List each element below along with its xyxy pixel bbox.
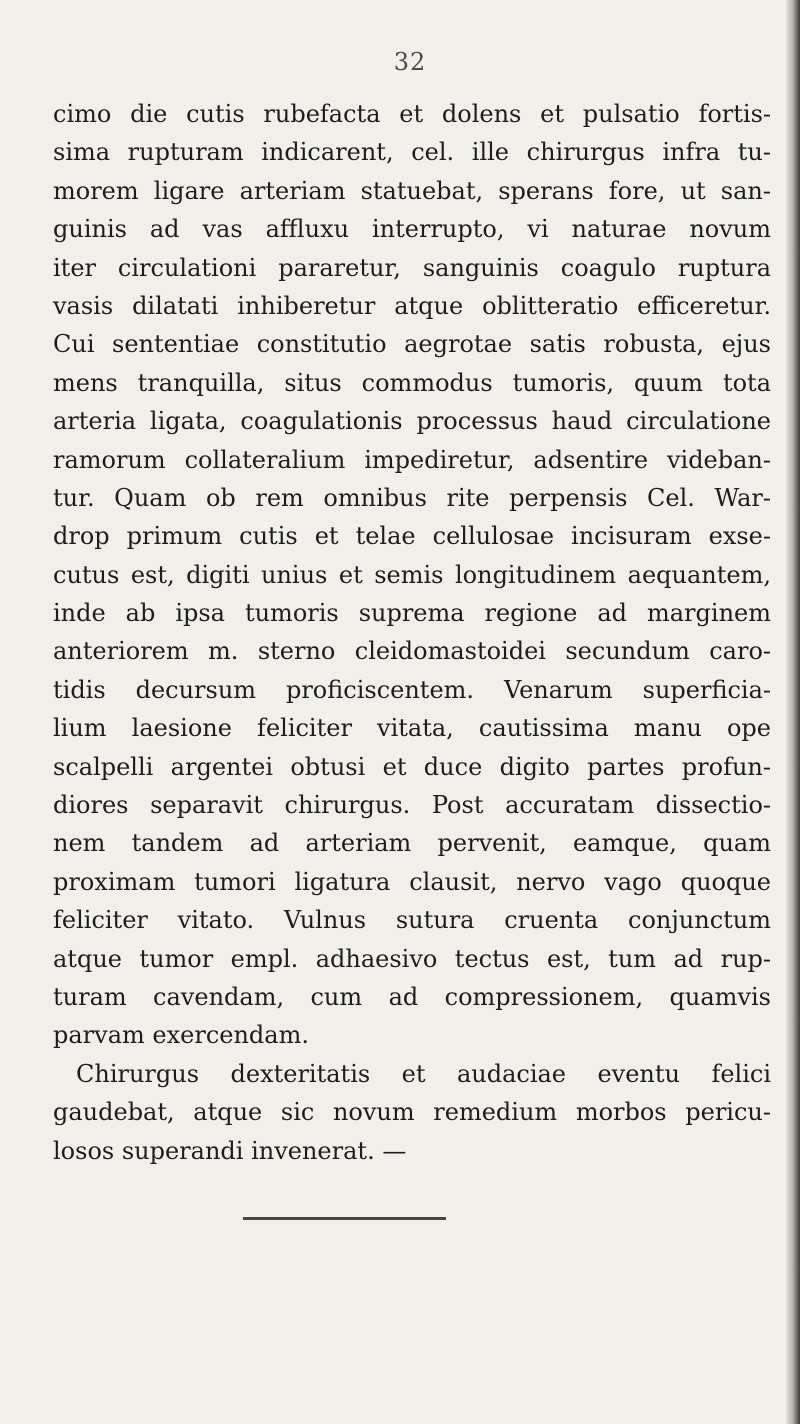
text-line: anteriorem m. sterno cleidomastoidei secundum caro- [53,637,771,666]
text-line: tidis decursum proficiscentem. Venarum superficia- [53,675,771,704]
text-line: drop primum cutis et telae cellulosae incisuram exse- [53,522,771,551]
text-line: turam cavendam, cum ad compressionem, quamvis [53,982,771,1011]
text-line: arteria ligata, coagulationis processus haud circulatione [53,407,771,436]
text-line: losos superandi invenerat. — [53,1136,407,1165]
text-line: parvam exercendam. [53,1021,309,1050]
text-line: mens tranquilla, situs commodus tumoris, quum tota [53,368,771,397]
text-line: proximam tumori ligatura clausit, nervo vago quoque [53,867,771,896]
text-line: ramorum collateralium impediretur, adsentire videban- [53,445,771,474]
text-line: guinis ad vas affluxu interrupto, vi naturae novum [53,215,771,244]
text-line: Chirurgus dexteritatis et audaciae eventu felici [76,1059,771,1088]
text-line: morem ligare arteriam statuebat, sperans fore, ut san- [53,176,771,205]
text-line: tur. Quam ob rem omnibus rite perpensis Cel. War- [53,483,771,512]
page-edge-shadow [786,0,800,1424]
text-line: sima rupturam indicarent, cel. ille chirurgus infra tu- [53,138,771,167]
text-line: diores separavit chirurgus. Post accuratam dissectio- [53,791,771,820]
text-line: cutus est, digiti unius et semis longitudinem aequantem, [53,560,771,589]
printer-rule [243,1217,446,1220]
text-line: scalpelli argentei obtusi et duce digito partes profun- [53,752,771,781]
text-line: cimo die cutis rubefacta et dolens et pulsatio fortis- [53,100,771,128]
text-line: vasis dilatati inhiberetur atque oblitteratio efficeretur. [53,291,771,320]
text-line: Cui sententiae constitutio aegrotae satis robusta, ejus [53,330,771,359]
text-line: feliciter vitato. Vulnus sutura cruenta conjunctum [53,906,771,935]
page-number: 32 [393,48,427,76]
text-line: iter circulationi pararetur, sanguinis coagulo ruptura [53,253,771,282]
text-line: lium laesione feliciter vitata, cautissima manu ope [53,714,771,743]
text-line: atque tumor empl. adhaesivo tectus est, tum ad rup- [53,944,771,973]
text-line: gaudebat, atque sic novum remedium morbos pericu- [53,1098,771,1127]
text-line: inde ab ipsa tumoris suprema regione ad marginem [53,599,771,628]
body-text [53,95,771,1170]
text-line: nem tandem ad arteriam pervenit, eamque, quam [53,829,771,858]
